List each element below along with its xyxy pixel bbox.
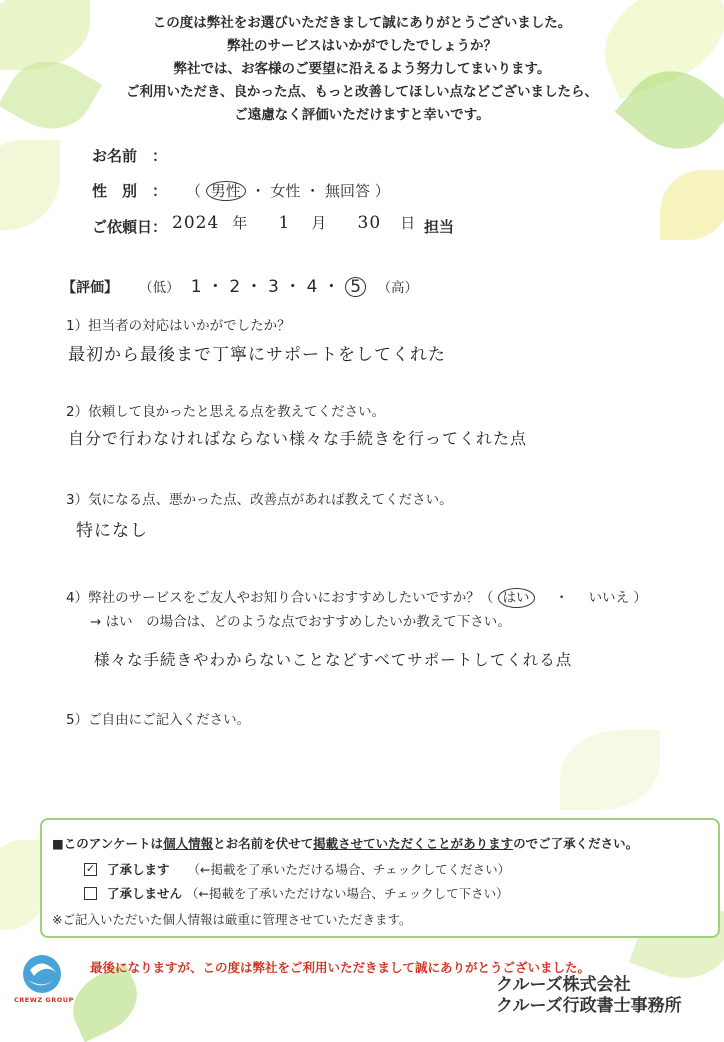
privacy-note: ※ご記入いただいた個人情報は厳重に管理させていただきます。: [52, 912, 412, 927]
answer-3: 特になし: [76, 521, 148, 541]
date-year: 2024: [172, 213, 220, 233]
consent-title-u1: 個人情報: [163, 836, 214, 851]
rating-1: 1: [190, 277, 202, 297]
answer-4-no: いいえ: [588, 590, 630, 606]
question-1: 1）担当者の対応はいかがでしたか？: [66, 318, 291, 334]
request-date: [172, 212, 415, 233]
date-month: 1: [278, 213, 291, 233]
leaf-decoration: [660, 170, 724, 240]
rating-high: （高）: [377, 280, 418, 296]
gender-option-male: 男性: [206, 181, 246, 201]
answer-4-close: ）: [633, 590, 647, 606]
rating-4: 4: [306, 277, 318, 297]
consent-disagree-row[interactable]: [84, 884, 509, 902]
name-label: お名前 ：: [92, 147, 168, 165]
rating-3: 3: [267, 277, 279, 297]
disagree-label: 了承しません: [106, 886, 182, 901]
rating-low: （低）: [139, 280, 180, 296]
answer-2: 自分で行わなければならない様々な手続きを行ってくれた点: [68, 429, 528, 448]
consent-title-mid: とお名前を伏せて: [213, 836, 314, 851]
intro-line: この度は弊社をお選びいただきまして誠にありがとうございました。: [152, 15, 572, 31]
rating-5-selected: 5: [345, 277, 366, 297]
rating-2: 2: [229, 277, 241, 297]
consent-title-u2: 掲載させていただくことがあります: [313, 836, 514, 851]
logo-text: CREWZ GROUP: [14, 996, 74, 1004]
agree-label: 了承します: [106, 862, 170, 877]
month-unit: 月: [311, 214, 327, 232]
date-day: 30: [357, 213, 382, 233]
leaf-decoration: [0, 140, 60, 230]
consent-agree-row[interactable]: [84, 860, 510, 878]
closing-thanks: 最後になりますが、この度は弊社をご利用いただきまして誠にありがとうございました。: [90, 960, 591, 975]
rating-label: 【評価】: [62, 280, 118, 296]
rating-row: 【評価】 （低） 1 ・ 2 ・ 3 ・ 4 ・ 5 （高）: [62, 277, 418, 297]
day-unit: 日: [400, 214, 416, 232]
consent-box: [40, 818, 720, 938]
company-name-2: クルーズ行政書士事務所: [496, 996, 682, 1016]
intro-line: 弊社のサービスはいかがでしたでしょうか？: [227, 38, 497, 54]
intro-line: 弊社では、お客様のご要望に沿えるよう努力してまいります。: [173, 61, 551, 77]
staff-label: 担当: [424, 218, 455, 236]
year-unit: 年: [232, 214, 248, 232]
question-5: 5）ご自由にご記入ください。: [66, 712, 251, 728]
question-4-sub: → はい の場合は、どのような点でおすすめしたいか教えて下さい。: [90, 614, 511, 630]
gender-label: 性 別 ：: [92, 182, 168, 200]
intro-message: [0, 12, 724, 127]
consent-title-post: のでご了承ください。: [513, 836, 639, 851]
request-date-label: ご依頼日：: [92, 218, 168, 236]
answer-1: 最初から最後まで丁寧にサポートをしてくれた: [68, 345, 446, 365]
disagree-note: （←掲載を了承いただけない場合、チェックして下さい）: [185, 886, 509, 901]
answer-4: 様々な手続きやわからないことなどすべてサポートしてくれる点: [94, 651, 573, 669]
answer-4-yes-selected: はい: [498, 588, 535, 608]
agree-note: （←掲載を了承いただける場合、チェックしてください）: [187, 862, 511, 877]
answer-4-separator: ・: [554, 590, 569, 606]
gender-option-none: 無回答: [324, 182, 370, 200]
intro-line: ご遠慮なく評価いただけますと幸いです。: [234, 107, 490, 123]
question-3: 3）気になる点、悪かった点、改善点があれば教えてください。: [66, 492, 453, 508]
leaf-decoration: [560, 730, 660, 810]
gender-option-female: 女性: [270, 182, 301, 200]
consent-title: [52, 834, 638, 852]
crewz-logo: [12, 950, 72, 1010]
question-2: 2）依頼して良かったと思える点を教えてください。: [66, 404, 386, 420]
gender-options: （ 男性 ・ 女性 ・ 無回答 ）: [186, 182, 390, 200]
disagree-checkbox[interactable]: [84, 887, 97, 900]
question-4: [66, 586, 647, 608]
intro-line: ご利用いただき、良かった点、もっと改善してほしい点などございましたら、: [126, 84, 598, 100]
consent-title-pre: ■このアンケートは: [52, 836, 164, 851]
agree-checkbox-checked[interactable]: ✓: [85, 862, 96, 875]
company-name-1: クルーズ株式会社: [496, 975, 631, 995]
question-4-text: 4）弊社のサービスをご友人やお知り合いにおすすめしたいですか？（: [66, 590, 494, 606]
